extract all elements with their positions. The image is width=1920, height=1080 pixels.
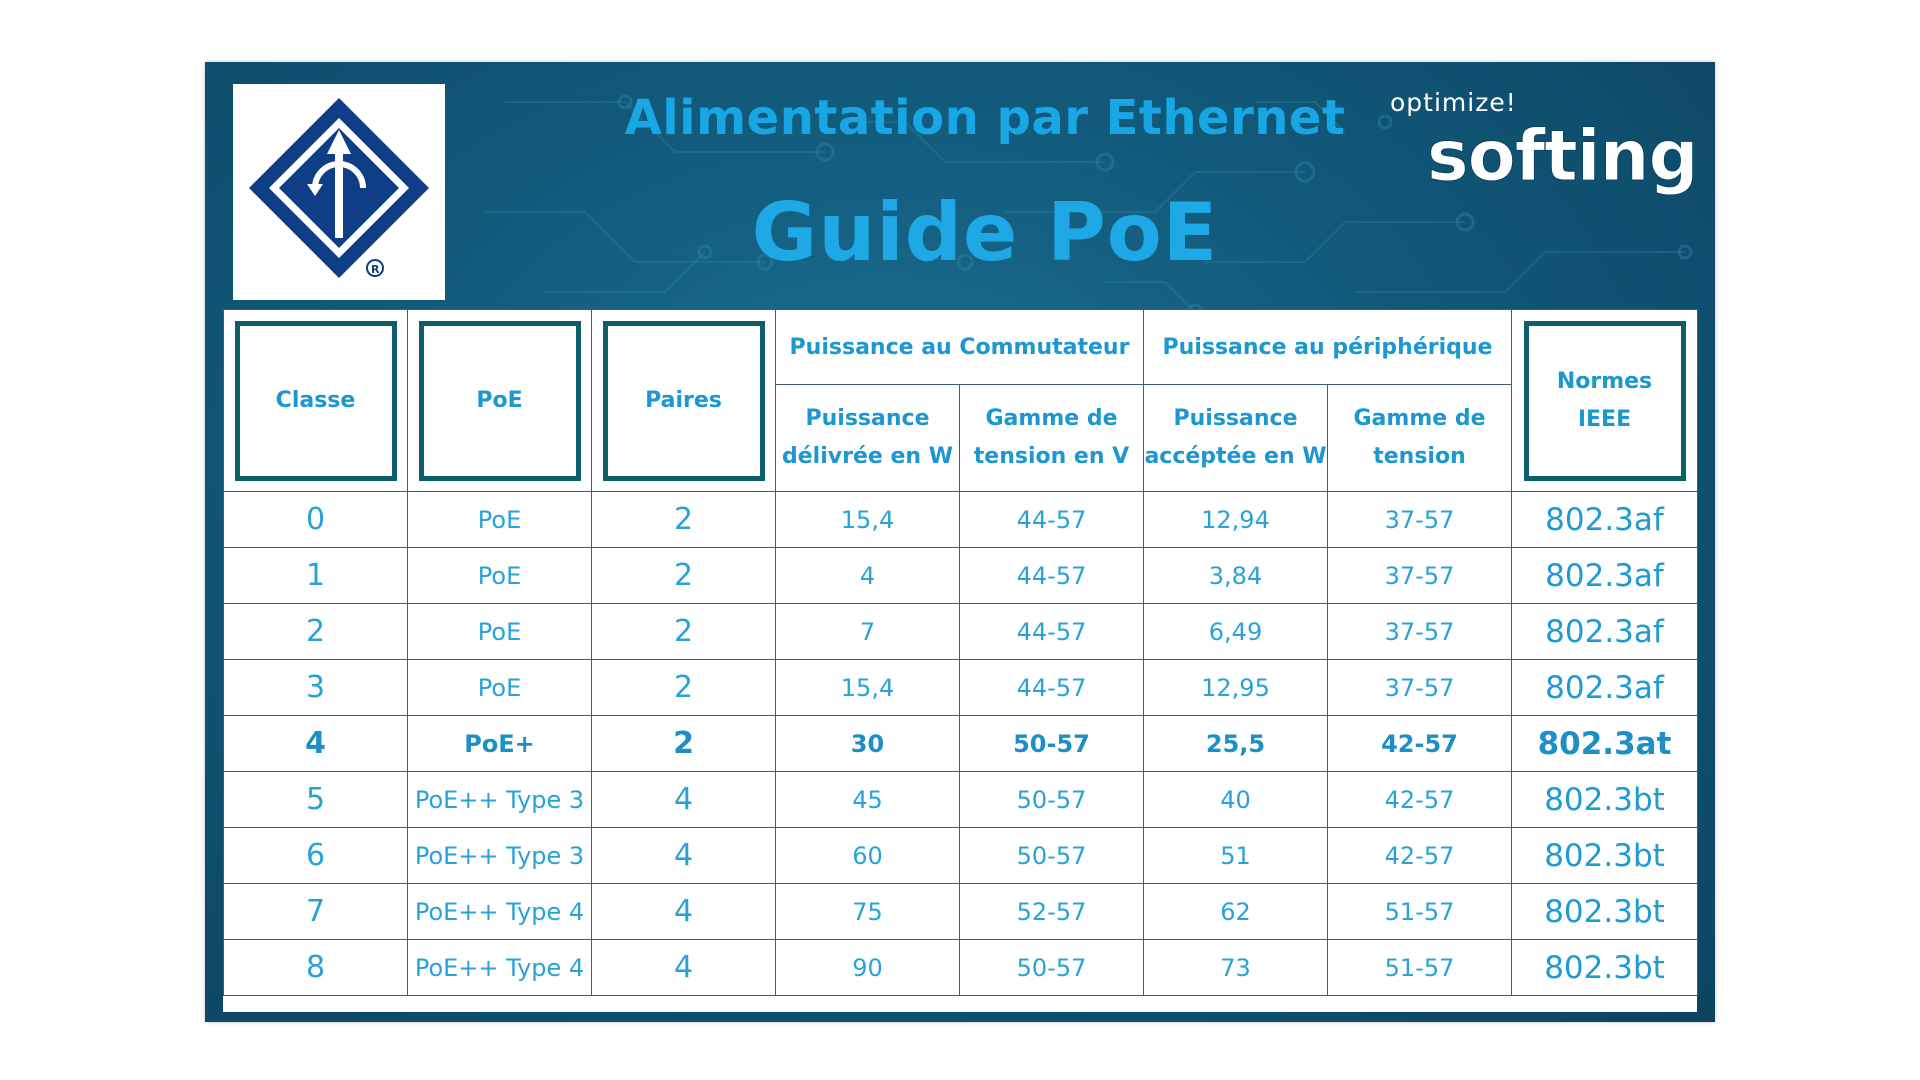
header-paires: Paires	[592, 310, 776, 492]
cell-poe: PoE++ Type 3	[408, 828, 592, 884]
cell-classe: 2	[224, 604, 408, 660]
cell-device-voltage: 42-57	[1328, 716, 1512, 772]
cell-switch-power: 30	[776, 716, 960, 772]
table-row	[224, 884, 1698, 940]
brand-logo	[1427, 108, 1699, 208]
cell-ieee: 802.3bt	[1512, 828, 1698, 884]
page-title: Alimentation par Ethernet	[624, 90, 1346, 146]
cell-device-power: 3,84	[1144, 548, 1328, 604]
cell-device-power: 6,49	[1144, 604, 1328, 660]
poe-table-container	[223, 309, 1697, 1012]
cell-switch-power: 75	[776, 884, 960, 940]
cell-switch-voltage: 50-57	[960, 772, 1144, 828]
cell-switch-voltage: 44-57	[960, 660, 1144, 716]
cell-poe: PoE++ Type 4	[408, 940, 592, 996]
ieee-logo	[233, 84, 445, 300]
header-classe: Classe	[224, 310, 408, 492]
cell-switch-power: 4	[776, 548, 960, 604]
cell-switch-voltage: 50-57	[960, 940, 1144, 996]
cell-ieee: 802.3af	[1512, 604, 1698, 660]
header-ieee	[1512, 310, 1698, 492]
cell-switch-voltage: 52-57	[960, 884, 1144, 940]
cell-poe: PoE	[408, 548, 592, 604]
cell-paires: 4	[592, 772, 776, 828]
table-row	[224, 772, 1698, 828]
cell-switch-voltage: 44-57	[960, 604, 1144, 660]
cell-paires: 4	[592, 940, 776, 996]
cell-device-power: 51	[1144, 828, 1328, 884]
cell-switch-voltage: 50-57	[960, 716, 1144, 772]
cell-device-voltage: 37-57	[1328, 548, 1512, 604]
header-switch-power: Puissance délivrée en W	[776, 385, 960, 492]
cell-ieee: 802.3af	[1512, 660, 1698, 716]
cell-device-power: 73	[1144, 940, 1328, 996]
cell-device-power: 25,5	[1144, 716, 1328, 772]
cell-classe: 1	[224, 548, 408, 604]
table-row	[224, 828, 1698, 884]
cell-device-voltage: 42-57	[1328, 772, 1512, 828]
cell-ieee: 802.3at	[1512, 716, 1698, 772]
cell-classe: 6	[224, 828, 408, 884]
cell-switch-power: 60	[776, 828, 960, 884]
table-row	[224, 492, 1698, 548]
header-poe: PoE	[408, 310, 592, 492]
table-row	[224, 604, 1698, 660]
cell-classe: 8	[224, 940, 408, 996]
table-row	[224, 940, 1698, 996]
cell-device-voltage: 51-57	[1328, 940, 1512, 996]
cell-switch-voltage: 44-57	[960, 548, 1144, 604]
table-row-highlighted	[224, 716, 1698, 772]
cell-ieee: 802.3af	[1512, 548, 1698, 604]
cell-paires: 2	[592, 604, 776, 660]
cell-switch-power: 15,4	[776, 492, 960, 548]
cell-paires: 2	[592, 660, 776, 716]
ieee-diamond-logo-icon	[233, 84, 445, 300]
cell-classe: 3	[224, 660, 408, 716]
brand-name: softing	[1427, 115, 1698, 197]
cell-switch-power: 45	[776, 772, 960, 828]
cell-switch-voltage: 50-57	[960, 828, 1144, 884]
cell-paires: 2	[592, 548, 776, 604]
cell-paires: 2	[592, 716, 776, 772]
header-device-power: Puissance accéptée en W	[1144, 385, 1328, 492]
poe-class-table	[223, 309, 1698, 996]
cell-switch-power: 15,4	[776, 660, 960, 716]
cell-device-voltage: 37-57	[1328, 492, 1512, 548]
cell-poe: PoE++ Type 3	[408, 772, 592, 828]
cell-poe: PoE	[408, 660, 592, 716]
cell-classe: 0	[224, 492, 408, 548]
table-row	[224, 548, 1698, 604]
cell-device-voltage: 51-57	[1328, 884, 1512, 940]
cell-paires: 4	[592, 884, 776, 940]
cell-poe: PoE+	[408, 716, 592, 772]
cell-classe: 7	[224, 884, 408, 940]
cell-device-power: 62	[1144, 884, 1328, 940]
cell-switch-power: 90	[776, 940, 960, 996]
cell-poe: PoE++ Type 4	[408, 884, 592, 940]
cell-poe: PoE	[408, 604, 592, 660]
cell-paires: 2	[592, 492, 776, 548]
header-group-switch: Puissance au Commutateur	[776, 310, 1144, 385]
cell-device-power: 12,94	[1144, 492, 1328, 548]
cell-classe: 5	[224, 772, 408, 828]
cell-switch-power: 7	[776, 604, 960, 660]
cell-switch-voltage: 44-57	[960, 492, 1144, 548]
header-switch-voltage: Gamme de tension en V	[960, 385, 1144, 492]
cell-ieee: 802.3af	[1512, 492, 1698, 548]
poe-guide-card	[205, 62, 1715, 1022]
cell-device-power: 12,95	[1144, 660, 1328, 716]
page-subtitle: Guide PoE	[751, 186, 1219, 279]
cell-poe: PoE	[408, 492, 592, 548]
cell-device-power: 40	[1144, 772, 1328, 828]
header-device-voltage: Gamme de tension	[1328, 385, 1512, 492]
svg-text:R: R	[371, 263, 380, 276]
cell-device-voltage: 42-57	[1328, 828, 1512, 884]
cell-device-voltage: 37-57	[1328, 660, 1512, 716]
cell-ieee: 802.3bt	[1512, 772, 1698, 828]
header-group-device: Puissance au périphérique	[1144, 310, 1512, 385]
cell-ieee: 802.3bt	[1512, 940, 1698, 996]
cell-classe: 4	[224, 716, 408, 772]
brand-tagline: optimize!	[1390, 88, 1517, 117]
cell-ieee: 802.3bt	[1512, 884, 1698, 940]
cell-device-voltage: 37-57	[1328, 604, 1512, 660]
header-ieee-line2: IEEE	[1577, 406, 1632, 432]
cell-paires: 4	[592, 828, 776, 884]
table-row	[224, 660, 1698, 716]
header-ieee-line1: Normes	[1556, 368, 1653, 394]
